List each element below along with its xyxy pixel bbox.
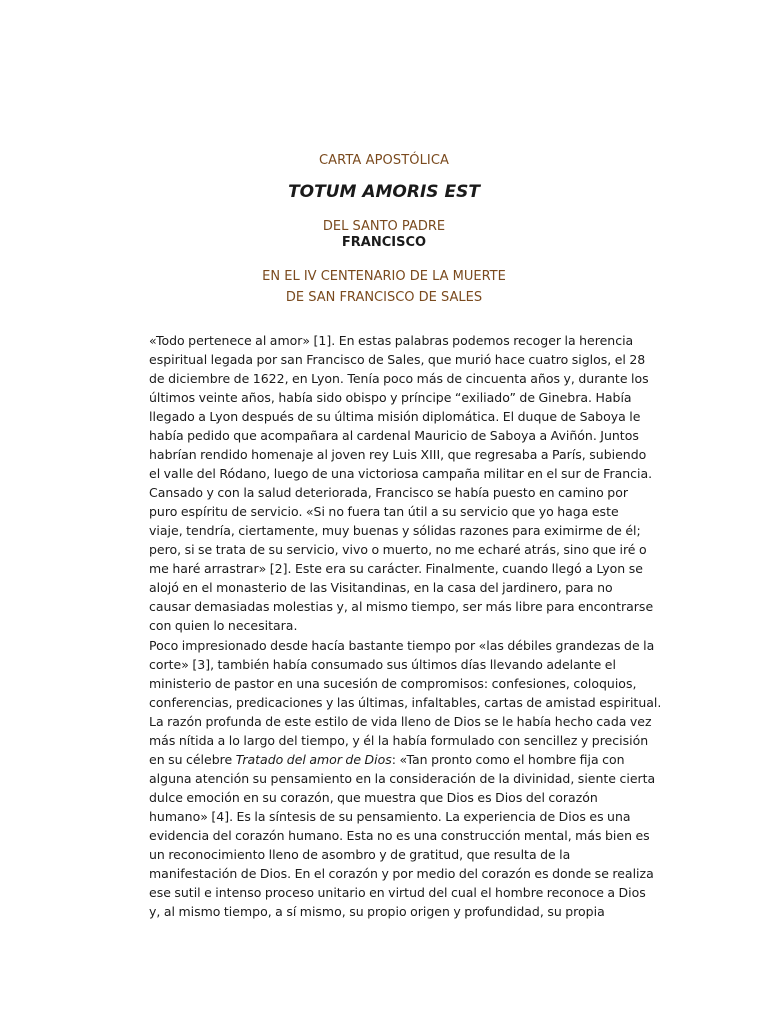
text-line: y, al mismo tiempo, a sí mismo, su propio origen y profundidad, su propia: [149, 904, 605, 919]
text-line: corte» [3], también había consumado sus últimos días llevando adelante el: [149, 657, 616, 672]
text-line: La razón profunda de este estilo de vida lleno de Dios se le había hecho cada vez: [149, 714, 652, 729]
text-fragment: en su célebre: [149, 752, 236, 767]
text-line: viaje, tendría, ciertamente, muy buenas y sólidas razones para eximirme de él;: [149, 523, 641, 538]
from-line: DEL SANTO PADRE: [322, 219, 446, 234]
text-line: últimos veinte años, había sido obispo y príncipe “exiliado” de Ginebra. Había: [149, 390, 632, 405]
paragraph-1: [149, 331, 654, 635]
text-line: «Todo pertenece al amor» [1]. En estas palabras podemos recoger la herencia: [149, 333, 634, 348]
text-line: evidencia del corazón humano. Esta no es una construcción mental, más bien es: [149, 828, 650, 843]
text-line: manifestación de Dios. En el corazón y por medio del corazón es donde se realiza: [149, 866, 654, 881]
text-line: el valle del Ródano, luego de una victoriosa campaña militar en el sur de Francia.: [149, 466, 653, 481]
text-line: pero, si se trata de su servicio, vivo o muerto, no me echaré atrás, sino que iré o: [149, 542, 647, 557]
text-line: ese sutil e intenso proceso unitario en virtud del cual el hombre reconoce a Dios: [149, 885, 646, 900]
occasion-line-1: EN EL IV CENTENARIO DE LA MUERTE: [262, 269, 506, 284]
text-line: con quien lo necesitara.: [149, 618, 298, 633]
text-line: espiritual legada por san Francisco de Sales, que murió hace cuatro siglos, el 28: [149, 352, 646, 367]
text-line: había pedido que acompañara al cardenal Mauricio de Saboya a Aviñón. Juntos: [149, 428, 639, 443]
document-kind-heading: CARTA APOSTÓLICA: [318, 153, 450, 168]
text-line: habrían rendido homenaje al joven rey Luis XIII, que regresaba a París, subiendo: [149, 447, 647, 462]
text-line: alojó en el monasterio de las Visitandinas, en la casa del jardinero, para no: [149, 580, 613, 595]
occasion-heading: [0, 266, 768, 308]
text-line: causar demasiadas molestias y, al mismo tiempo, ser más libre para encontrarse: [149, 599, 654, 614]
text-line: me haré arrastrar» [2]. Este era su carácter. Finalmente, cuando llegó a Lyon se: [149, 561, 643, 576]
paragraph-2: [149, 636, 662, 921]
italic-work-title: Tratado del amor de Dios: [235, 752, 392, 767]
text-line: ministerio de pastor en una sucesión de compromisos: confesiones, coloquios,: [149, 676, 637, 691]
text-line: Poco impresionado desde hacía bastante tiempo por «las débiles grandezas de la: [149, 638, 655, 653]
text-line: humano» [4]. Es la síntesis de su pensamiento. La experiencia de Dios es una: [149, 809, 631, 824]
text-line: de diciembre de 1622, en Lyon. Tenía poco más de cincuenta años y, durante los: [149, 371, 649, 386]
author-name: FRANCISCO: [341, 235, 427, 250]
text-line: puro espíritu de servicio. «Si no fuera tan útil a su servicio que yo haga este: [149, 504, 619, 519]
text-line: alguna atención su pensamiento en la consideración de la divinidad, siente cierta: [149, 771, 656, 786]
document-title: TOTUM AMORIS EST: [288, 182, 480, 202]
occasion-line-2: DE SAN FRANCISCO DE SALES: [285, 290, 483, 305]
text-line: Cansado y con la salud deteriorada, Francisco se había puesto en camino por: [149, 485, 628, 500]
text-line: llegado a Lyon después de su última misión diplomática. El duque de Saboya le: [149, 409, 641, 424]
text-line: conferencias, predicaciones y las últimas, infaltables, cartas de amistad espiritual.: [149, 695, 662, 710]
text-line: más nítida a lo largo del tiempo, y él la había formulado con sencillez y precisión: [149, 733, 649, 748]
text-line-with-italic-title: [149, 750, 625, 769]
text-line: dulce emoción en su corazón, que muestra que Dios es Dios del corazón: [149, 790, 598, 805]
text-fragment: : «Tan pronto como el hombre fija con: [391, 752, 625, 767]
text-line: un reconocimiento lleno de asombro y de gratitud, que resulta de la: [149, 847, 571, 862]
